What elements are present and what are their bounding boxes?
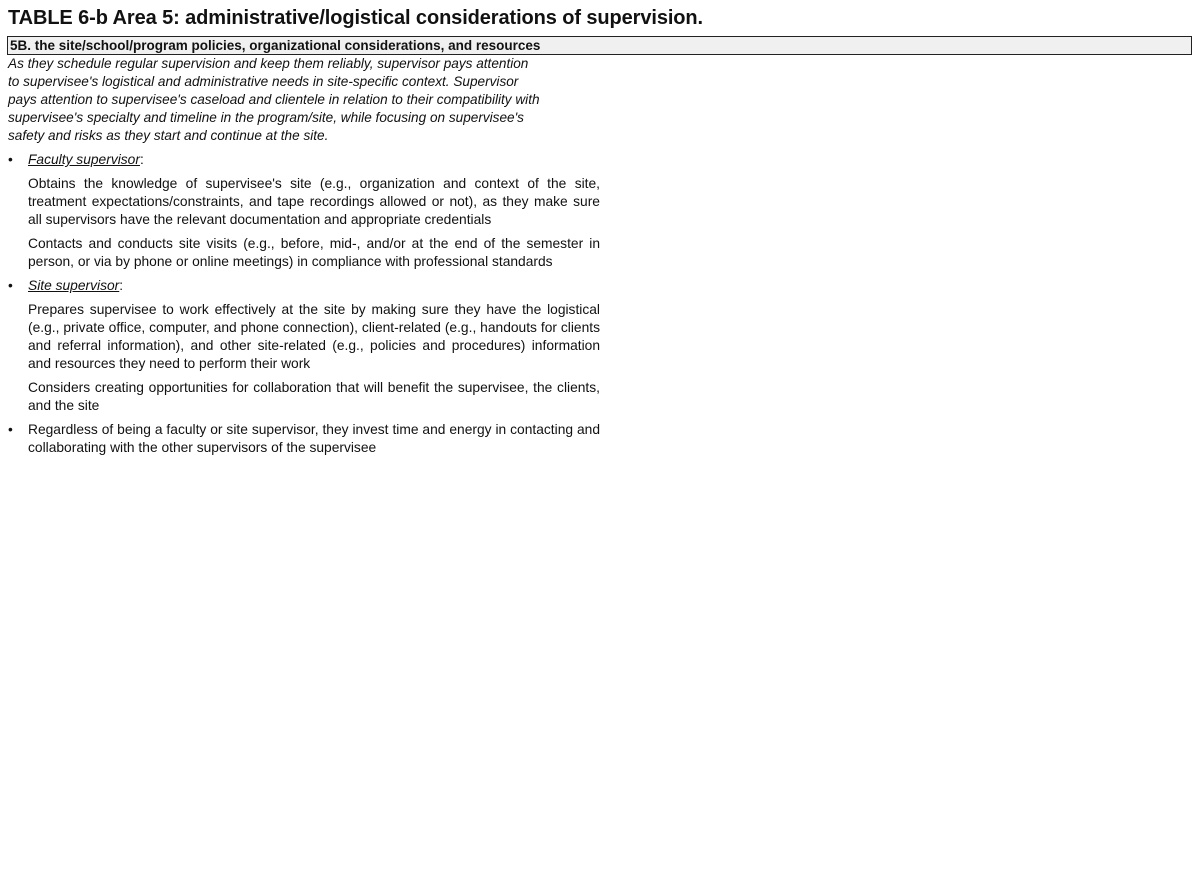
bullet-icon: • [8,422,13,437]
intro-line: to supervisee's logistical and administrative needs in site-specific context. Supervisor [8,74,519,89]
intro-line: pays attention to supervisee's caseload and clientele in relation to their compatibility with [8,92,540,107]
site-supervisor-label: Site supervisor [28,278,120,293]
intro-line: As they schedule regular supervision and keep them reliably, supervisor pays attention [8,56,529,71]
closing-text: Regardless of being a faculty or site supervisor, they invest time and energy in contacting and collaborating with the other supervisors of the supervisee [28,422,600,455]
faculty-item-2: Contacts and conducts site visits (e.g., before, mid-, and/or at the end of the semester in person, or via by phone or online meetings) in compliance with professional standards [28,236,600,269]
label-colon: : [139,152,144,167]
bullet-list [8,151,608,457]
intro-line: safety and risks as they start and continue at the site. [8,128,329,143]
site-item-2: Considers creating opportunities for collaboration that will benefit the supervisee, the clients, and the site [28,380,600,413]
section-heading-bar [7,36,1192,55]
bullet-icon: • [8,152,13,167]
table-title: TABLE 6-b Area 5: administrative/logistical considerations of supervision. [8,7,703,29]
faculty-supervisor-bullet [8,151,608,169]
bullet-icon: • [8,278,13,293]
label-colon: : [119,278,124,293]
faculty-item-1: Obtains the knowledge of supervisee's site (e.g., organization and context of the site, treatment expectations/constraints, and tape recordings allowed or not), as they make sure all supervisors have the relevant documentation and appropriate credentials [28,176,600,227]
intro-line: supervisee's specialty and timeline in the program/site, while focusing on supervisee's [8,110,524,125]
intro-paragraph [8,55,608,145]
faculty-supervisor-label: Faculty supervisor [28,152,140,167]
site-item-1: Prepares supervisee to work effectively at the site by making sure they have the logistical (e.g., private office, computer, and phone connection), client-related (e.g., handouts for clients and referral information), and other site-related (e.g., policies and procedures) information and resources they need to perform their work [28,302,600,371]
closing-bullet [8,421,600,457]
site-supervisor-bullet [8,277,608,295]
section-heading: 5B. the site/school/program policies, organizational considerations, and resources [10,38,541,53]
